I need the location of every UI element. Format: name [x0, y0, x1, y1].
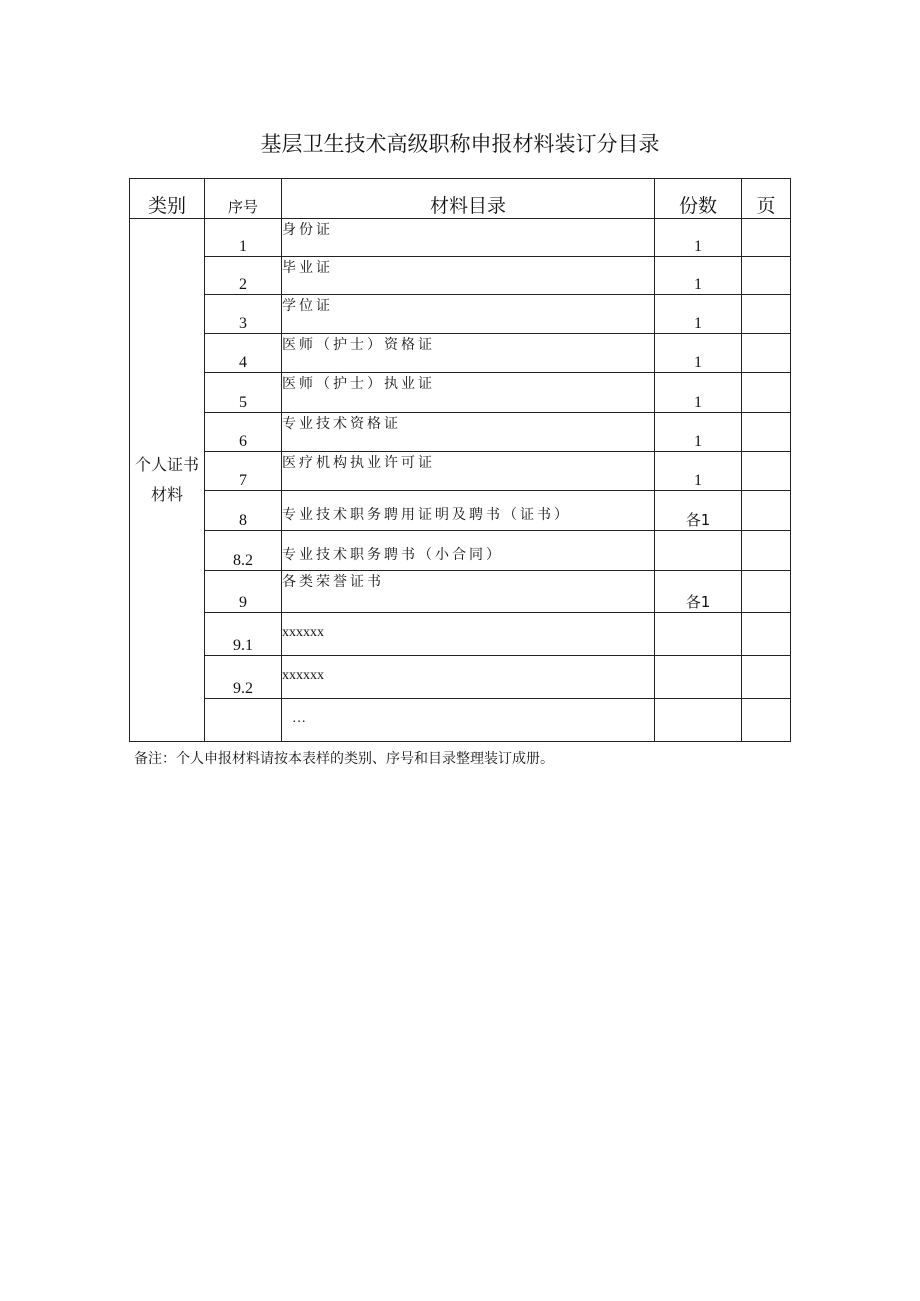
- item-cell: 医师（护士）执业证: [282, 373, 655, 413]
- page-cell: [742, 452, 791, 491]
- item-cell: xxxxxx: [282, 656, 655, 699]
- page-cell: [742, 699, 791, 742]
- table-row: [130, 295, 791, 334]
- page-cell: [742, 656, 791, 699]
- item-cell: …: [282, 699, 655, 742]
- item-cell: 学位证: [282, 295, 655, 334]
- seq-cell: [205, 699, 282, 742]
- page-cell: [742, 413, 791, 452]
- table-row: [130, 452, 791, 491]
- copies-cell: [655, 491, 742, 531]
- table-row: [130, 257, 791, 295]
- page-cell: [742, 373, 791, 413]
- seq-cell: 4: [205, 334, 282, 373]
- copies-cell: 1: [655, 452, 742, 491]
- copies-value: 各1: [685, 511, 711, 529]
- header-catalog: 材料目录: [282, 179, 655, 219]
- page-cell: [742, 491, 791, 531]
- item-cell: 专业技术资格证: [282, 413, 655, 452]
- seq-cell: 8: [205, 491, 282, 531]
- copies-cell: 1: [655, 219, 742, 257]
- copies-cell: 1: [655, 334, 742, 373]
- copies-cell: 1: [655, 257, 742, 295]
- copies-value: 各1: [685, 593, 711, 611]
- item-cell: 医疗机构执业许可证: [282, 452, 655, 491]
- page-cell: [742, 531, 791, 571]
- header-page: 页: [742, 179, 791, 219]
- seq-cell: 3: [205, 295, 282, 334]
- item-cell: 毕业证: [282, 257, 655, 295]
- copies-cell: [655, 699, 742, 742]
- item-cell: 身份证: [282, 219, 655, 257]
- item-cell: 专业技术职务聘用证明及聘书（证书）: [282, 491, 655, 531]
- copies-cell: [655, 656, 742, 699]
- copies-cell: [655, 613, 742, 656]
- page-cell: [742, 219, 791, 257]
- header-category: 类别: [130, 179, 205, 219]
- category-line1: 个人证书: [134, 455, 199, 474]
- copies-cell: 1: [655, 373, 742, 413]
- item-cell: 医师（护士）资格证: [282, 334, 655, 373]
- seq-cell: 9: [205, 571, 282, 613]
- footnote: 备注：个人申报材料请按本表样的类别、序号和目录整理装订成册。: [134, 751, 554, 767]
- page-cell: [742, 257, 791, 295]
- header-copies: 份数: [655, 179, 742, 219]
- copies-cell: 1: [655, 413, 742, 452]
- table-row: [130, 334, 791, 373]
- copies-cell: [655, 531, 742, 571]
- seq-cell: 7: [205, 452, 282, 491]
- table-header-row: [130, 179, 791, 219]
- page-cell: [742, 613, 791, 656]
- seq-cell: 8.2: [205, 531, 282, 571]
- item-cell: 各类荣誉证书: [282, 571, 655, 613]
- seq-cell: 5: [205, 373, 282, 413]
- copies-cell: [655, 571, 742, 613]
- seq-cell: 1: [205, 219, 282, 257]
- item-cell: xxxxxx: [282, 613, 655, 656]
- table-row: [130, 413, 791, 452]
- catalog-table: [129, 178, 791, 742]
- item-cell: 专业技术职务聘书（小合同）: [282, 531, 655, 571]
- table-row: [130, 219, 791, 257]
- seq-cell: 2: [205, 257, 282, 295]
- seq-cell: 9.2: [205, 656, 282, 699]
- page-cell: [742, 295, 791, 334]
- seq-cell: 6: [205, 413, 282, 452]
- table-row: [130, 531, 791, 571]
- table-row: [130, 699, 791, 742]
- table-row: [130, 613, 791, 656]
- category-line2: 材料: [150, 485, 183, 504]
- table-row: [130, 373, 791, 413]
- seq-cell: 9.1: [205, 613, 282, 656]
- category-cell: [130, 219, 205, 742]
- table-row: [130, 656, 791, 699]
- document-title: 基层卫生技术高级职称申报材料装订分目录: [260, 132, 660, 156]
- copies-cell: 1: [655, 295, 742, 334]
- page-cell: [742, 334, 791, 373]
- header-seq: 序号: [205, 179, 282, 219]
- page-cell: [742, 571, 791, 613]
- table-row: [130, 491, 791, 531]
- table-row: [130, 571, 791, 613]
